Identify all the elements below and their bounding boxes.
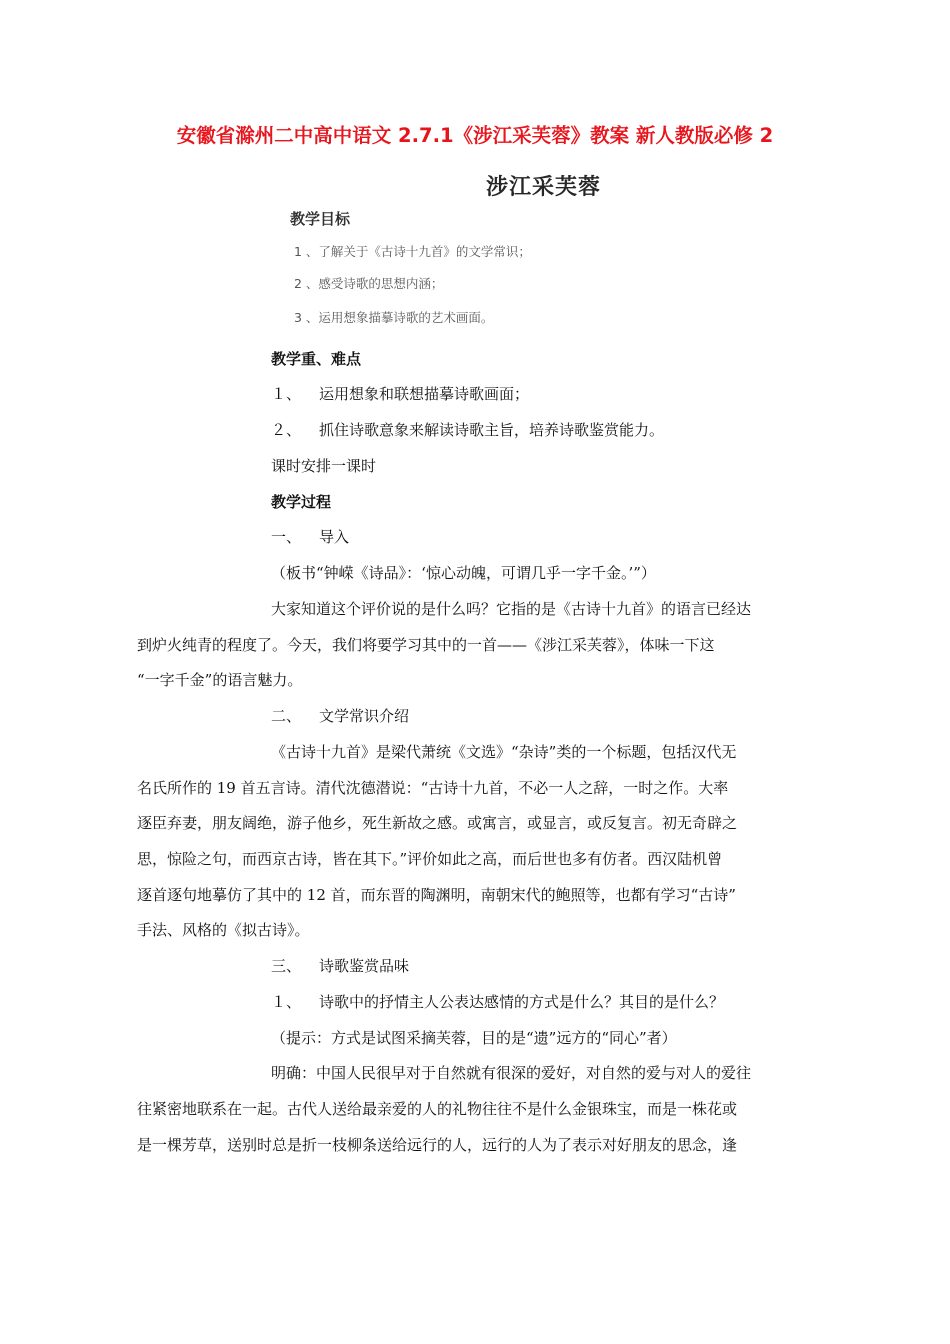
lesson-objectives-image	[276, 162, 636, 342]
section-heading	[271, 706, 409, 726]
objective-item: 3 、运用想象描摹诗歌的艺术画面。	[294, 310, 494, 325]
paragraph-line: 思，惊险之句，而西京古诗，皆在其下。”评价如此之高，而后世也多有仿者。西汉陆机曾	[137, 850, 723, 868]
section-title: 导入	[319, 528, 350, 546]
section-number: 一、	[271, 528, 302, 546]
question-item	[271, 992, 724, 1012]
paragraph-line: （板书“钟嵘《诗品》：‘惊心动魄，可谓几乎一字千金。’”）	[271, 564, 656, 582]
paragraph-line: 逐臣弃妻，朋友阔绝，游子他乡，死生新故之感。或寓言，或显言，或反复言。初无奇辟之	[137, 814, 738, 832]
poem-title: 涉江采芙蓉	[486, 174, 602, 200]
list-number: １、	[271, 385, 302, 403]
objective-item: 2 、感受诗歌的思想内涵；	[294, 276, 444, 291]
paragraph-line: 逐首逐句地摹仿了其中的 12 首，而东晋的陶渊明，南朝宋代的鲍照等，也都有学习“古诗”	[137, 886, 736, 904]
hint-text: （提示：方式是试图采摘芙蓉，目的是“遗”远方的“同心”者）	[271, 1029, 677, 1047]
document-title: 安徽省滁州二中高中语文 2.7.1《涉江采芙蓉》教案 新人教版必修 2	[176, 124, 774, 147]
list-number: １、	[271, 993, 302, 1011]
list-number: ２、	[271, 421, 302, 439]
section-title: 文学常识介绍	[319, 707, 410, 725]
section-number: 二、	[271, 707, 302, 725]
paragraph-line: 明确：中国人民很早对于自然就有很深的爱好，对自然的爱与对人的爱往	[271, 1064, 752, 1082]
paragraph-line: 名氏所作的 19 首五言诗。清代沈德潜说：“古诗十九首，不必一人之辞，一时之作。大率	[137, 779, 729, 797]
objectives-heading: 教学目标	[290, 210, 351, 228]
paragraph-line: 到炉火纯青的程度了。今天，我们将要学习其中的一首——《涉江采芙蓉》，体味一下这	[137, 636, 715, 654]
paragraph-line: 是一棵芳草，送别时总是折一枝柳条送给远行的人，远行的人为了表示对好朋友的思念，逢	[137, 1136, 738, 1154]
section-heading	[271, 527, 349, 547]
section-number: 三、	[271, 957, 302, 975]
section-title: 诗歌鉴赏品味	[319, 957, 410, 975]
paragraph-line: 《古诗十九首》是梁代萧统《文选》“杂诗”类的一个标题，包括汉代无	[271, 743, 737, 761]
list-text: 抓住诗歌意象来解读诗歌主旨，培养诗歌鉴赏能力。	[319, 421, 665, 439]
process-heading: 教学过程	[271, 493, 332, 511]
paragraph-line: “一字千金”的语言魅力。	[137, 671, 303, 689]
schedule-text: 课时安排一课时	[271, 457, 377, 475]
objective-item: 1 、了解关于《古诗十九首》的文学常识；	[294, 244, 531, 259]
key-point-item	[271, 420, 664, 440]
key-points-heading: 教学重、难点	[271, 350, 362, 368]
paragraph-line: 往紧密地联系在一起。古代人送给最亲爱的人的礼物往往不是什么金银珠宝，而是一株花或	[137, 1100, 738, 1118]
list-text: 运用想象和联想描摹诗歌画面；	[319, 385, 530, 403]
paragraph-line: 大家知道这个评价说的是什么吗？它指的是《古诗十九首》的语言已经达	[271, 600, 752, 618]
key-point-item	[271, 384, 529, 404]
section-heading	[271, 956, 409, 976]
question-text: 诗歌中的抒情主人公表达感情的方式是什么？其目的是什么？	[319, 993, 725, 1011]
paragraph-line: 手法、风格的《拟古诗》。	[137, 921, 310, 939]
